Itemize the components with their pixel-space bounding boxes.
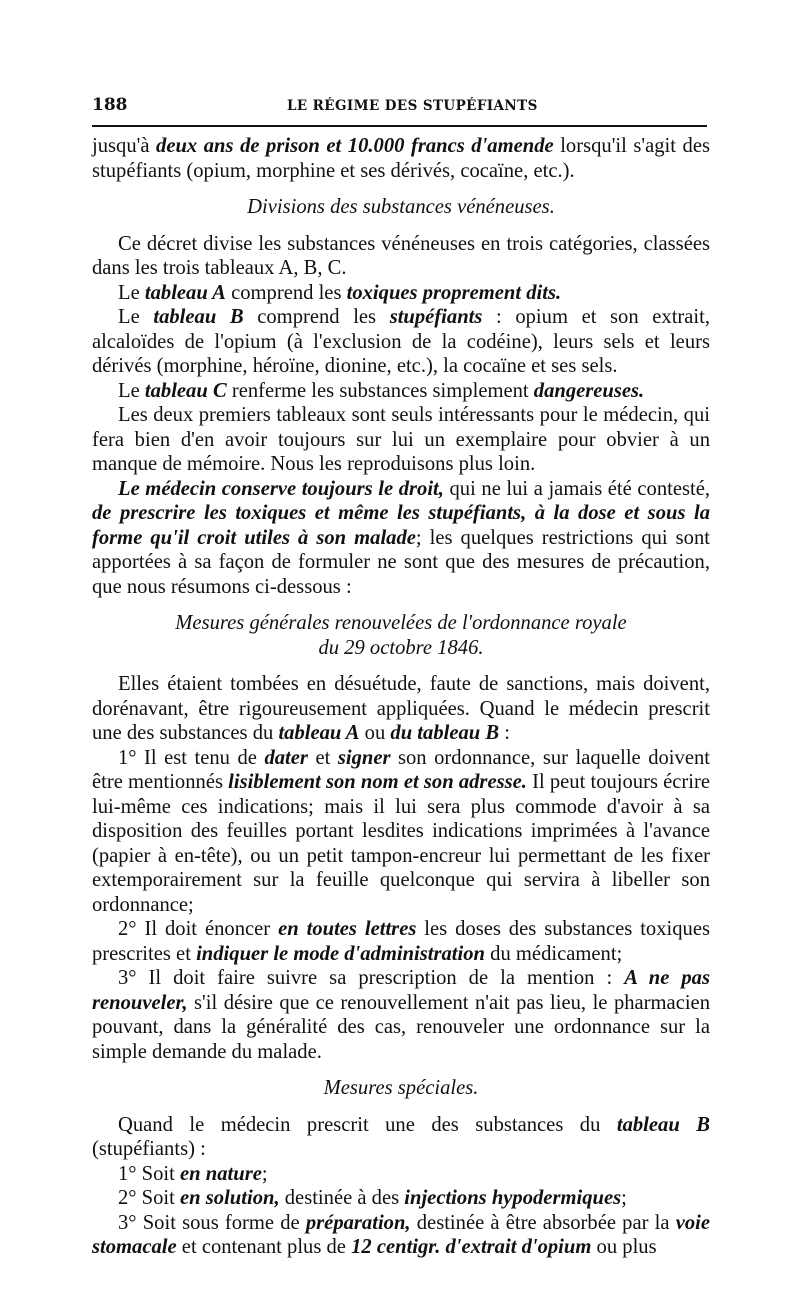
section-heading-general-measures: Mesures générales renouvelées de l'ordonnance royale du 29 octobre 1846. xyxy=(175,612,627,659)
paragraph-rule-3: 3° Il doit faire suivre sa prescription de la mention : A ne pas renouveler, s'il désire que ce renouvellement n'ait pas lieu, le pharmacien pouvant, dans la généralité des cas, renouveler une ordonnance sur la simple demande du malade. xyxy=(92,967,710,1063)
paragraph-first-two-tables: Les deux premiers tableaux sont seuls intéressants pour le médecin, qui fera bien d'en avoir toujours sur lui un exemplaire pour obvier à un manque de mémoire. Nous les reproduisons plus loin. xyxy=(92,404,710,475)
paragraph-item-2: 2° Soit en solution, destinée à des injections hypodermiques; xyxy=(118,1187,627,1209)
page-number: 188 xyxy=(92,95,128,115)
page-header xyxy=(92,95,707,117)
paragraph-item-3: 3° Soit sous forme de préparation, destinée à être absorbée par la voie stomacale et contenant plus de 12 centigr. d'extrait d'opium ou plus xyxy=(92,1211,710,1258)
header-rule xyxy=(92,125,707,127)
running-title: LE RÉGIME DES STUPÉFIANTS xyxy=(287,98,538,114)
section-heading-special-measures: Mesures spéciales. xyxy=(323,1077,479,1099)
paragraph-tableau-c: Le tableau C renferme les substances simplement dangereuses. xyxy=(118,379,645,402)
paragraph-penalties: jusqu'à deux ans de prison et 10.000 francs d'amende lorsqu'il s'agit des stupéfiants (opium, morphine et ses dérivés, cocaïne, etc.). xyxy=(92,135,710,182)
paragraph-rule-2: 2° Il doit énoncer en toutes lettres les doses des substances toxiques prescrites et indiquer le mode d'administration du médicament; xyxy=(92,918,710,965)
paragraph-disuse: Elles étaient tombées en désuétude, faute de sanctions, mais doivent, dorénavant, être rigoureusement appliquées. Quand le médecin prescrit une des substances du tableau A ou du tableau B : xyxy=(92,673,710,744)
page-body xyxy=(92,134,710,1260)
paragraph-tableau-b: Le tableau B comprend les stupéfiants : opium et son extrait, alcaloïdes de l'opium (à l'exclusion de la codéine), leurs sels et leurs dérivés (morphine, héroïne, dionine, etc.), la cocaïne et ses sels. xyxy=(92,306,711,377)
section-heading-divisions: Divisions des substances vénéneuses. xyxy=(247,196,555,218)
paragraph-doctor-right: Le médecin conserve toujours le droit, qui ne lui a jamais été contesté, de prescrire les toxiques et même les stupéfiants, à la dose et sous la forme qu'il croit utiles à son malade; les quelques restrictions qui sont apportées à sa façon de formuler ne sont que des mesures de précaution, que nous résumons ci-dessous : xyxy=(92,477,711,598)
paragraph-decree: Ce décret divise les substances vénéneuses en trois catégories, classées dans les trois tableaux A, B, C. xyxy=(92,232,710,279)
paragraph-tableau-b-prescription: Quand le médecin prescrit une des substances du tableau B (stupéfiants) : xyxy=(92,1113,710,1160)
paragraph-rule-1: 1° Il est tenu de dater et signer son ordonnance, sur laquelle doivent être mentionnés lisiblement son nom et son adresse. Il peut toujours écrire lui-même ces indications; mais il lui sera plus commode d'avoir à sa disposition des feuilles portant lesdites indications imprimées à l'avance (papier à en-tête), ou un petit tampon-encreur lui permettant de les fixer extemporairement sur la feuille quelconque qui servira à libeller son ordonnance; xyxy=(92,746,711,916)
paragraph-tableau-a: Le tableau A comprend les toxiques proprement dits. xyxy=(118,281,562,304)
paragraph-item-1: 1° Soit en nature; xyxy=(118,1162,268,1185)
